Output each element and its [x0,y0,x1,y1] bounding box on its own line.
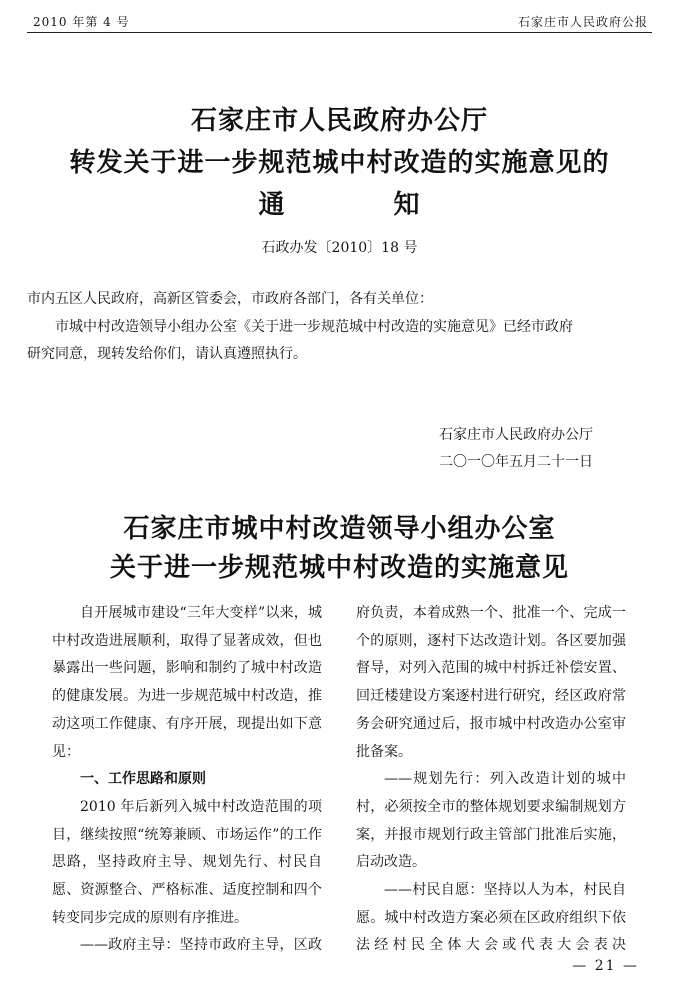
publication-name: 石家庄市人民政府公报 [517,15,648,29]
notice-title-line-3: 通 知 [258,190,421,220]
paragraph-villager-consent: ——村民自愿：坚持以人为本，村民自愿。城中村改造方案必须在区政府组织下依法经村民全体大会或代表大会表决 [356,882,626,954]
paragraph-government-lead: ——政府主导：坚持市政府主导，区政 [80,937,322,954]
paragraph-planning-first: ——规划先行：列入改造计划的城中村，必须按全市的整体规划要求编制规划方案，并报市规划行政主管部门批准后实施，启动改造。 [356,771,626,871]
paragraph-intro: 自开展城市建设“三年大变样”以来，城中村改造进展顺利，取得了显著成效，但也暴露出一些问题，影响和制约了城中村改造的健康发展。为进一步规范城中村改造，推动这项工作健康、有序开展，现提出如下意见： [52,605,322,760]
page-number: — 21 — [572,958,639,974]
addressee: 市内五区人民政府，高新区管委会，市政府各部门，各有关单位： [27,291,433,307]
notice-body-line-1: 市城中村改造领导小组办公室《关于进一步规范城中村改造的实施意见》已经市政府 [55,319,573,335]
opinion-title-line-2: 关于进一步规范城中村改造的实施意见 [109,553,569,583]
issue-date: 二〇一〇年五月二十一日 [439,454,593,470]
section-heading: 一、工作思路和原则 [80,771,206,788]
right-column [356,600,626,960]
running-header [27,10,652,33]
notice-title-line-1: 石家庄市人民政府办公厅 [190,106,488,136]
document-number: 石政办发〔2010〕18 号 [261,240,418,256]
issue-label: 2010 年第 4 号 [33,15,130,29]
notice-title-line-2: 转发关于进一步规范城中村改造的实施意见的 [69,148,610,178]
paragraph-government-lead-cont: 府负责，本着成熟一个、批准一个、完成一个的原则，逐村下达改造计划。各区要加强督导，对列入范围的城中村拆迁补偿安置、回迁楼建设方案逐村进行研究，经区政府常务会研究通过后，报市城中村改造办公室审批备案。 [356,605,626,760]
notice-body-line-2: 研究同意，现转发给你们，请认真遵照执行。 [27,346,307,362]
issuer: 石家庄市人民政府办公厅 [439,427,593,443]
opinion-title-line-1: 石家庄市城中村改造领导小组办公室 [123,514,556,544]
left-column [52,600,322,960]
paragraph-principles: 2010 年后新列入城中村改造范围的项目，继续按照“统筹兼顾、市场运作”的工作思路，坚持政府主导、规划先行、村民自愿、资源整合、严格标准、适度控制和四个转变同步完成的原则有序推进。 [52,798,322,926]
